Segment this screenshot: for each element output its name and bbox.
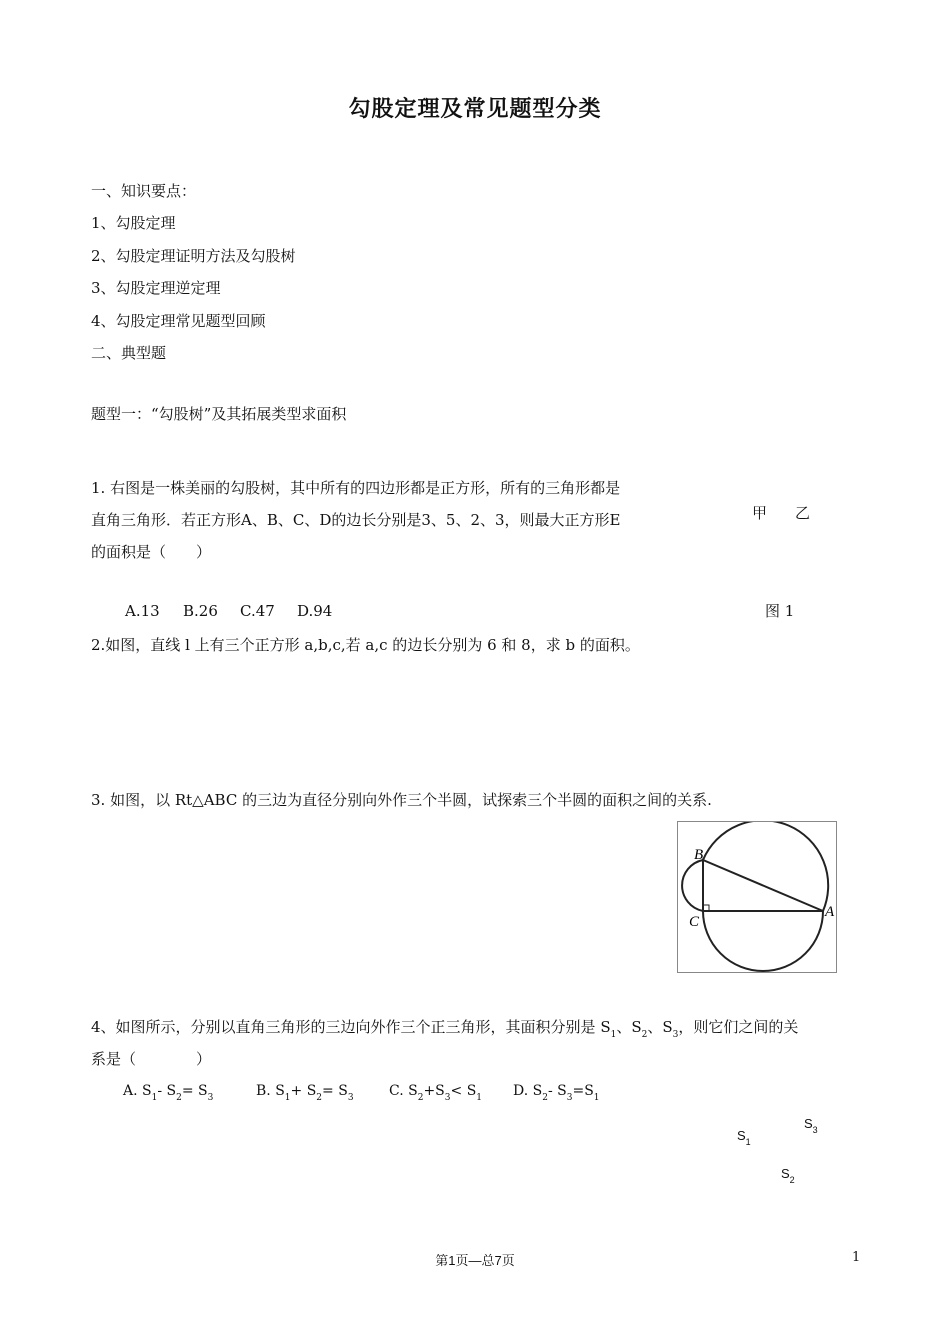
q3-figure [677, 821, 837, 973]
q4-line2: 系是（ ） [91, 1050, 212, 1068]
vertex-label-a: A [825, 904, 835, 920]
type1-heading: 题型一：“勾股树”及其拓展类型求面积 [91, 405, 347, 423]
q4-option-a: A. $S_1-$ $S_2= S_3$ [123, 1083, 214, 1103]
list-item: 1、勾股定理 [91, 214, 176, 232]
q4-fig-label-s2: $S_2$ [781, 1166, 795, 1185]
semicircles-diagram [678, 822, 836, 972]
vertex-label-b: B [694, 847, 704, 863]
q1-option-d: D.94 [297, 602, 333, 620]
q4-option-c: C. $S_2+S_3< S_1$ [389, 1083, 483, 1103]
page-footer: 第1页—总7页 [435, 1253, 515, 1268]
q1-option-b: B.26 [183, 602, 218, 620]
q1-fig-label-jia: 甲 [752, 504, 768, 522]
list-item: 2、勾股定理证明方法及勾股树 [91, 247, 296, 265]
q2-text: 2.如图，直线 l 上有三个正方形 a,b,c,若 a,c 的边长分别为 6 和 8，求 b 的面积。 [91, 636, 640, 654]
page-title: 勾股定理及常见题型分类 [348, 97, 602, 122]
q1-option-c: C.47 [240, 602, 275, 620]
q1-fig-caption: 图 1 [765, 602, 795, 620]
q4-option-d: D. $S_2-$ $S_3=S_1$ [513, 1083, 600, 1103]
section-heading-knowledge: 一、知识要点： [91, 182, 197, 200]
q1-option-a: A.13 [125, 602, 160, 620]
q4-line1: 4、如图所示，分别以直角三角形的三边向外作三个正三角形，其面积分别是 $S_1$、$S_2$、$S_3$，则它们之间的关 [91, 1018, 799, 1040]
q1-fig-label-yi: 乙 [795, 504, 811, 522]
q3-text: 3. 如图，以 Rt△ABC 的三边为直径分别向外作三个半圆，试探索三个半圆的面积之间的关系. [91, 791, 712, 809]
q4-fig-label-s3: $S_3$ [804, 1116, 818, 1135]
list-item: 4、勾股定理常见题型回顾 [91, 312, 266, 330]
q1-line2: 直角三角形．若正方形A、B、C、D的边长分别是3、5、2、3，则最大正方形E [91, 511, 621, 529]
q1-line3: 的面积是（ ） [91, 543, 212, 561]
vertex-label-c: C [689, 914, 700, 930]
section-heading-typical: 二、典型题 [91, 344, 167, 362]
q4-option-b: B. $S_1+ S_2= S_3$ [256, 1083, 354, 1103]
page-number: 1 [852, 1250, 861, 1265]
q4-fig-label-s1: $S_1$ [737, 1128, 751, 1147]
list-item: 3、勾股定理逆定理 [91, 279, 221, 297]
q1-line1: 1. 右图是一株美丽的勾股树，其中所有的四边形都是正方形，所有的三角形都是 [91, 479, 621, 497]
